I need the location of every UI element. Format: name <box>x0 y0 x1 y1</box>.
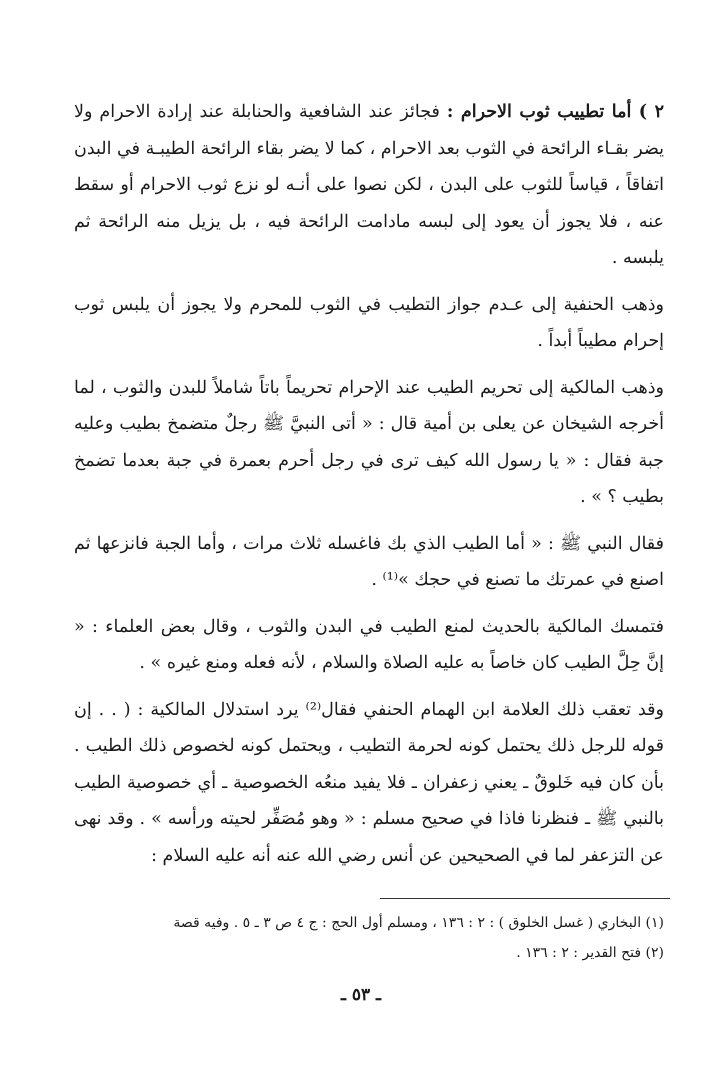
footnotes <box>74 908 664 968</box>
section-heading: ٢ ) أما تطييب ثوب الاحرام : <box>446 102 664 122</box>
footnote-divider <box>380 898 670 899</box>
paragraph-6: وقد تعقب ذلك العلامة ابن الهمام الحنفي فقال⁽²⁾ يرد استدلال المالكية : ( . . إن قوله للرجل ذلك يحتمل كونه لحرمة التطيب ، ويحتمل كونه لخصوص ذلك الطيب . بأن كان فيه خَلوقٌ ـ يعني زعفران ـ فلا يفيد منعُه الخصوصية ـ أي خصوصية الطيب بالنبي ﷺ ـ فنظرنا فاذا في صحيح مسلم : « وهو مُصَفِّر لحيته ورأسه » . وقد نهى عن التزعفر لما في الصحيحين عن أنس رضي الله عنه أنه عليه السلام : <box>74 699 665 866</box>
paragraph-5: فتمسك المالكية بالحديث لمنع الطيب في البدن والثوب ، وقال بعض العلماء : « إنَّ حِلَّ الطيب كان خاصاً به عليه الصلاة والسلام ، لأنه فعله ومنع غيره » . <box>74 616 664 673</box>
main-text <box>74 94 664 884</box>
paragraph-2: وذهب الحنفية إلى عـدم جواز التطيب في الثوب للمحرم ولا يجوز أن يلبس ثوب إحرام مطيباً أبداً . <box>74 294 664 351</box>
paragraph-3: وذهب المالكية إلى تحريم الطيب عند الإحرام تحريماً باتاً شاملاً للبدن والثوب ، لما أخرجه الشيخان عن يعلى بن أمية قال : « أتى النبيَّ ﷺ رجلٌ متضمخ بطيب وعليه جبة فقال : « يا رسول الله كيف ترى في رجل أحرم بعمرة في جبة بعدما تضمخ بطيب ؟ » . <box>74 377 664 507</box>
footnote-2: (٢) فتح القدير : ٢ : ١٣٦ . <box>516 945 664 961</box>
paragraph-4: فقال النبي ﷺ : « أما الطيب الذي بك فاغسله ثلاث مرات ، وأما الجبة فانزعها ثم اصنع في عمرتك ما تصنع في حجك »⁽¹⁾ . <box>74 533 664 590</box>
paragraph-1 <box>74 94 664 277</box>
paragraph-text: فجائز عند الشافعية والحنابلة عند إرادة الاحرام ولا يضر بقـاء الرائحة في الثوب بعد الاحرام ، كما لا يضر بقاء الرائحة الطيبـة في البدن اتفاقاً ، قياساً للثوب على البدن ، لكن نصوا على أنـه لو نزع ثوب الاحرام أو سقط عنه ، فلا يجوز أن يعود إلى لبسه مادامت الرائحة فيه ، بل يزيل منه الرائحة ثم يلبسه . <box>73 102 664 268</box>
footnote-1: (١) البخاري ( غسل الخلوق ) : ٢ : ١٣٦ ، ومسلم أول الحج : ج ٤ ص ٣ ـ ٥ . وفيه قصة <box>173 915 664 931</box>
page-number: ـ ٥٣ ـ <box>340 985 382 1005</box>
